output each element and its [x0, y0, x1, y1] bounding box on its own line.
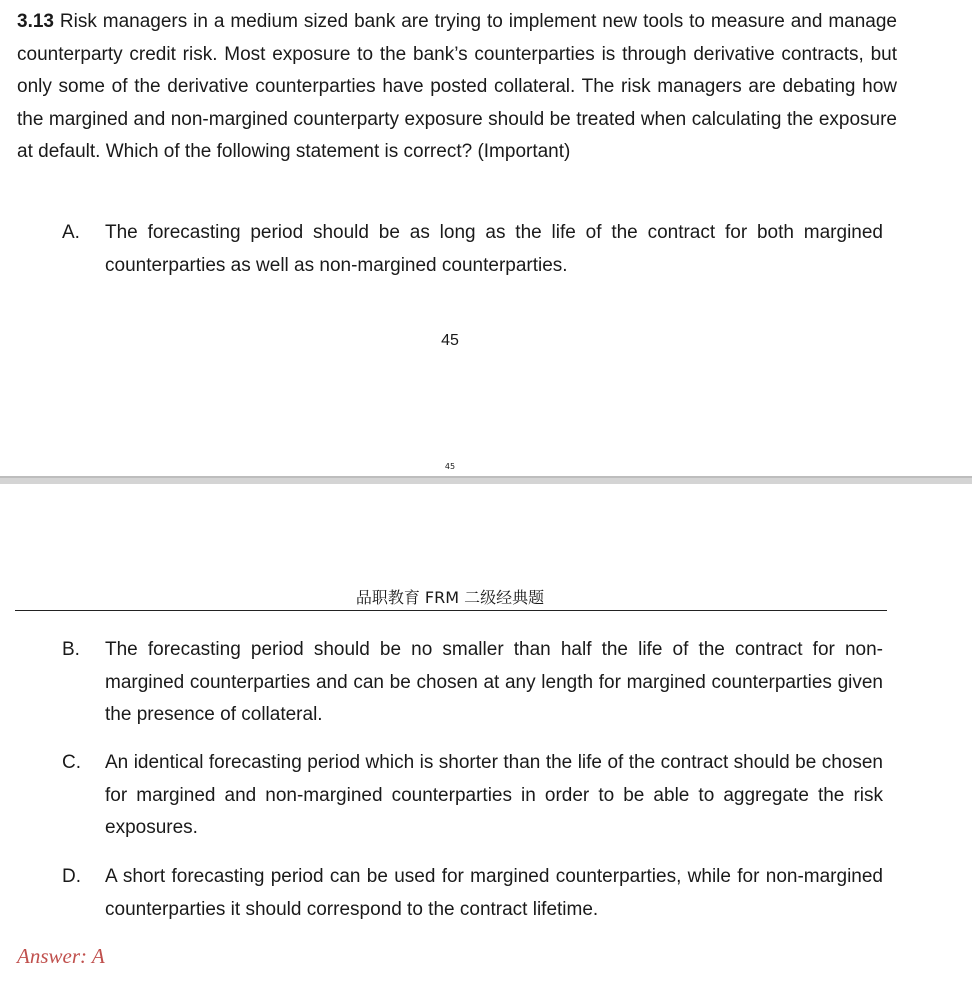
page-number-small: 45 [444, 462, 456, 471]
question-text [17, 6, 897, 169]
option-letter: A. [62, 222, 80, 243]
option-letter: B. [62, 639, 80, 660]
answer-label: Answer: A [17, 944, 105, 968]
document-page-top [0, 0, 972, 476]
option-text: A short forecasting period can be used for margined counterparties, while for non-margined counterparties it should correspond to the contract lifetime. [105, 866, 883, 920]
page-separator-edge [0, 476, 972, 478]
option-text: An identical forecasting period which is shorter than the life of the contract should be chosen for margined and non-margined counterparties in order to be able to aggregate the risk exposures. [105, 752, 883, 838]
document-page-bottom [0, 484, 972, 988]
header-rule [15, 610, 887, 611]
page-number: 45 [441, 332, 459, 349]
option-text: The forecasting period should be as long as the life of the contract for both margined counterparties as well as non-margined counterparties. [105, 222, 883, 276]
running-header: 品职教育 FRM 二级经典题 [355, 588, 545, 607]
page-separator [0, 476, 972, 484]
option-text: The forecasting period should be no smaller than half the life of the contract for non-margined counterparties and can be chosen at any length for margined counterparties given the presence of collateral. [105, 639, 883, 725]
question-number: 3.13 [17, 11, 54, 32]
option-letter: C. [62, 752, 81, 773]
option-letter: D. [62, 866, 81, 887]
question-body: Risk managers in a medium sized bank are trying to implement new tools to measure and manage counterparty credit risk. Most exposure to the bank’s counterparties is through derivative contracts, but only some of the derivative counterparties have posted collateral. The risk managers are debating how the margined and non-margined counterparty exposure should be treated when calculating the exposure at default. Which of the following statement is correct? (Important) [17, 11, 897, 162]
